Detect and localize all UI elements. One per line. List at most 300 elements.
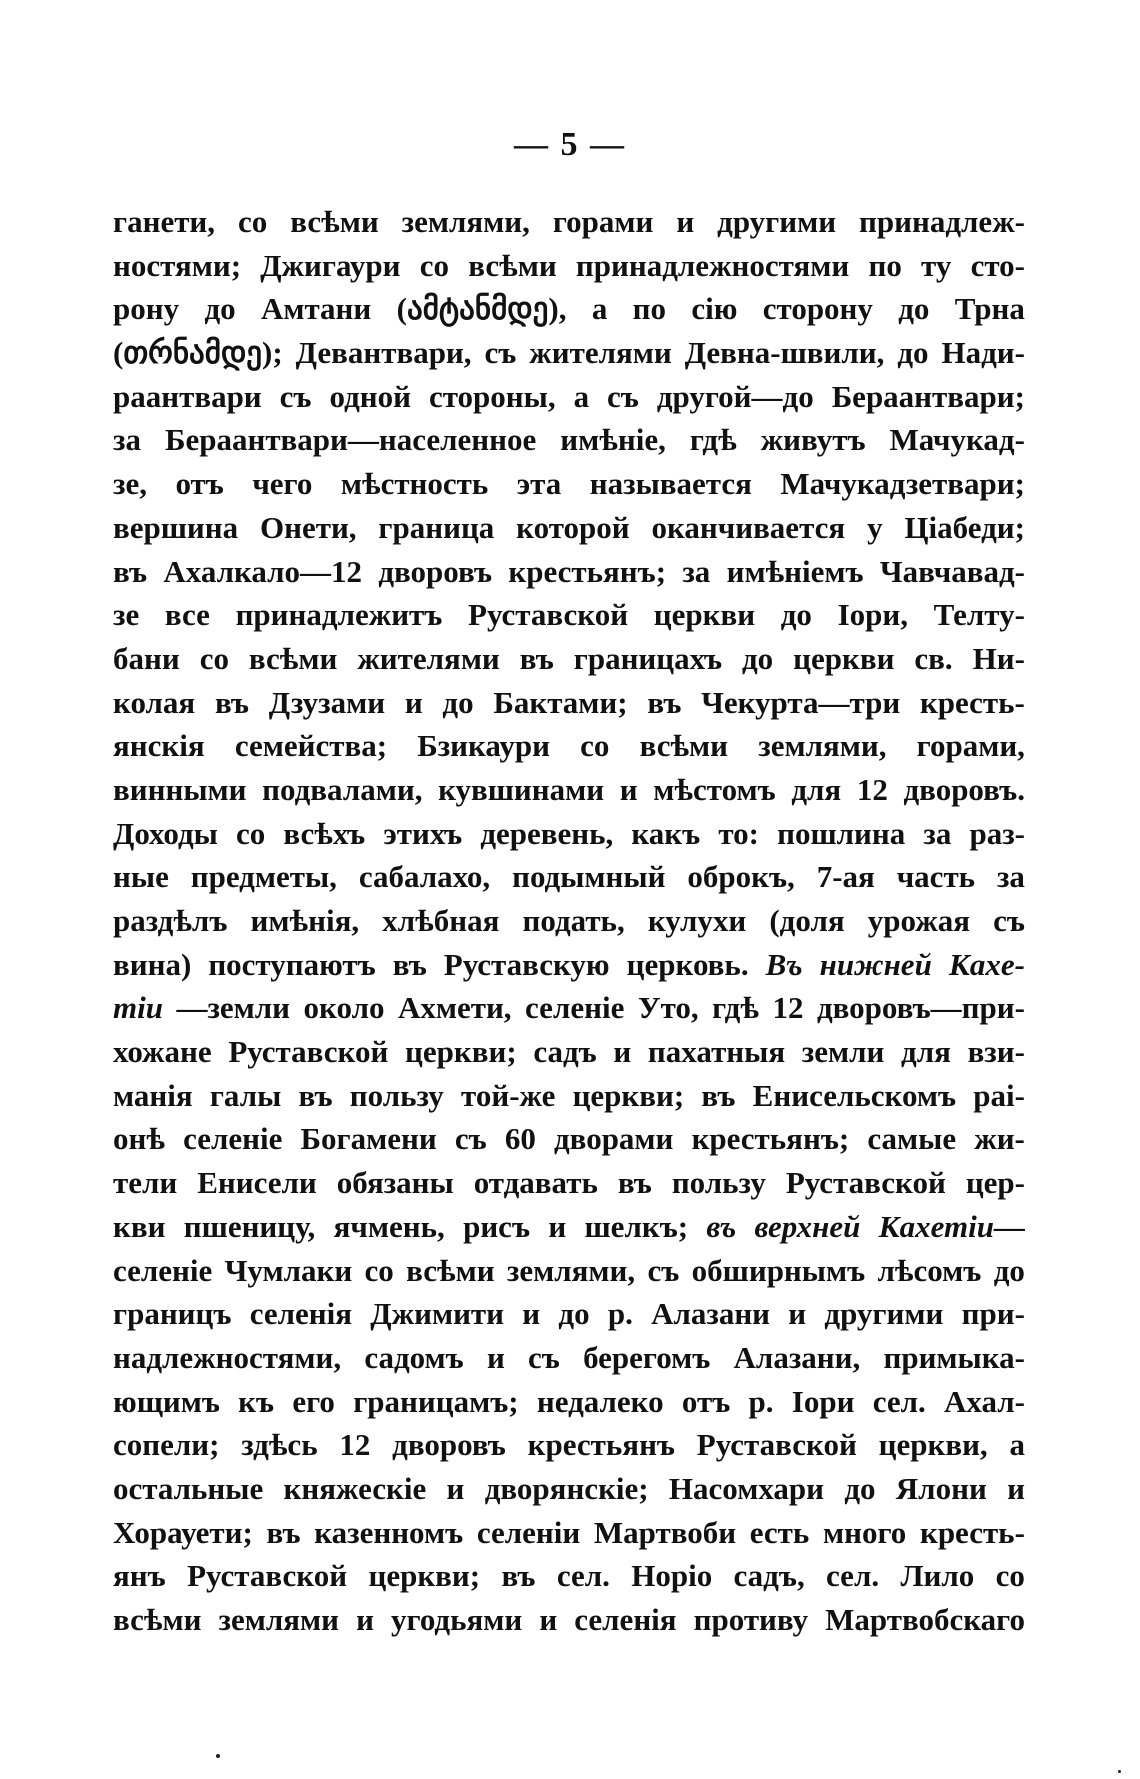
word: селеніе: [113, 1252, 213, 1288]
word: Мартвоби: [593, 1514, 737, 1550]
word: сел.: [556, 1558, 610, 1594]
word: для: [901, 1034, 951, 1070]
word: часть: [896, 859, 976, 895]
word: подвалами,: [262, 771, 423, 807]
word: дворами: [553, 1121, 674, 1157]
word: границамъ;: [353, 1383, 519, 1419]
word: и: [446, 1470, 465, 1506]
word: Девна-швили,: [684, 335, 885, 371]
word: крестьянъ: [527, 1427, 675, 1463]
text-line: [113, 1074, 1025, 1118]
word: раантвари: [113, 378, 262, 414]
word: селеніе: [183, 1121, 283, 1157]
word: и: [356, 1602, 374, 1637]
word: до: [993, 1252, 1025, 1288]
word: примыка-: [883, 1339, 1025, 1375]
word: со: [199, 640, 229, 676]
word: до: [204, 291, 236, 327]
word: земли: [801, 1034, 885, 1070]
word: одной: [329, 378, 411, 414]
text-line: [113, 287, 1025, 331]
word: а: [573, 378, 590, 414]
word: со: [580, 728, 610, 764]
word: вина): [113, 946, 192, 982]
word: Девантвари,: [295, 335, 472, 371]
word: оканчивается: [651, 509, 846, 545]
word: Дзузами: [268, 684, 386, 720]
word: селеніи: [476, 1514, 581, 1550]
word: съ: [454, 1121, 487, 1157]
word: янъ: [113, 1558, 166, 1594]
word: Джимити: [370, 1296, 505, 1332]
text-line: [113, 943, 1025, 987]
word: церкви;: [572, 1077, 685, 1113]
word: селеніе: [525, 990, 625, 1026]
word: ганети,: [113, 204, 216, 239]
word: до: [898, 291, 930, 327]
text-line: [113, 1292, 1025, 1336]
word: Доходы: [113, 815, 218, 851]
text-line: [113, 637, 1025, 681]
word: кувшинами: [438, 771, 605, 807]
word: сел.: [872, 1383, 926, 1419]
word: и: [613, 1034, 632, 1070]
word: садомъ: [364, 1339, 464, 1375]
word: до: [780, 597, 812, 633]
word: по: [632, 291, 667, 327]
word: крестьянъ;: [691, 1121, 850, 1157]
word: эта: [516, 466, 562, 502]
word: и: [788, 1296, 807, 1332]
word: горами,: [916, 728, 1025, 764]
word: Іори: [791, 1383, 855, 1419]
word: поступаютъ: [208, 946, 376, 982]
word: церкви;: [405, 1034, 517, 1070]
word: а: [1009, 1427, 1025, 1463]
word: съ: [993, 903, 1025, 938]
word: верхней: [754, 1208, 861, 1244]
word: Руставской: [228, 1034, 389, 1070]
word: Уто,: [637, 990, 699, 1026]
word: около: [303, 990, 385, 1026]
word: 60: [504, 1121, 536, 1157]
word: ячмень,: [333, 1208, 445, 1244]
word: сію: [691, 291, 738, 327]
text-line: [113, 986, 1025, 1030]
word: Мачукадзетвари;: [780, 466, 1025, 502]
word: со: [238, 204, 268, 239]
word: границахъ: [573, 640, 723, 676]
word: Кахетіи—: [878, 1208, 1025, 1244]
word: которой: [516, 509, 630, 545]
word: этихъ: [383, 815, 463, 851]
word: обширнымъ: [691, 1252, 866, 1288]
text-line: [113, 724, 1025, 768]
word: р.: [607, 1296, 633, 1332]
text-line: [113, 1117, 1025, 1161]
word: сабалахо,: [358, 859, 491, 895]
word: сторону: [762, 291, 873, 327]
word: все: [164, 597, 210, 633]
word: обязаны: [336, 1165, 454, 1201]
word: стороны,: [428, 378, 556, 414]
word: недалеко: [536, 1383, 664, 1419]
word: съ: [647, 1252, 680, 1288]
word: землями: [218, 1602, 340, 1637]
word: взи-: [967, 1034, 1025, 1070]
word: Бзикаури: [417, 728, 550, 764]
word: съ: [607, 378, 639, 414]
word: мѣстомъ: [653, 771, 776, 807]
word: много: [822, 1514, 907, 1550]
word: Амтани: [260, 291, 372, 327]
word: зе,: [113, 466, 147, 502]
word: всѣми: [468, 247, 557, 283]
word: подымный: [512, 859, 666, 895]
word: подать,: [522, 903, 625, 938]
word: для: [791, 771, 842, 807]
word: янскія: [113, 728, 205, 764]
text-line: [113, 418, 1025, 462]
word: сто-: [970, 247, 1025, 283]
word: Руставской: [696, 1427, 857, 1463]
word: предметы,: [190, 859, 337, 895]
word: Чавчавад-: [879, 553, 1025, 589]
word: той-же: [461, 1077, 556, 1113]
word: а: [591, 291, 608, 327]
text-line: [113, 1554, 1025, 1598]
word: хлѣбная: [382, 903, 500, 938]
word: крестьянъ;: [508, 553, 667, 589]
word: пошлина: [777, 815, 906, 851]
word: ные: [113, 859, 169, 895]
word: Кахе-: [948, 946, 1025, 982]
word: 12: [772, 990, 804, 1026]
word: (თრნამდე);: [113, 335, 283, 371]
word: Енисели: [197, 1165, 317, 1201]
word: вершина: [113, 509, 239, 545]
word: манія: [113, 1077, 193, 1113]
word: въ: [617, 1165, 652, 1201]
word: и: [548, 1208, 567, 1244]
word: за: [682, 553, 711, 589]
word: Алазани,: [733, 1339, 861, 1375]
word: въ: [519, 640, 554, 676]
word: Чумлаки: [224, 1252, 353, 1288]
word: въ: [501, 1558, 536, 1594]
word: всѣми: [290, 204, 379, 239]
word: Ціабеди;: [904, 509, 1025, 545]
word: церковь.: [626, 946, 749, 982]
word: здѣсь: [241, 1427, 318, 1463]
page-number: — 5 —: [514, 126, 626, 163]
word: Хорауети;: [113, 1514, 253, 1550]
word: казенномъ: [314, 1514, 464, 1550]
word: за: [996, 859, 1025, 895]
word: въ: [701, 1077, 736, 1113]
text-line: [113, 1249, 1025, 1293]
word: Руставской: [187, 1558, 348, 1594]
word: имѣніемъ: [726, 553, 864, 589]
word: рисъ: [463, 1208, 531, 1244]
word: и: [486, 1339, 505, 1375]
text-line: [113, 1423, 1025, 1467]
word: до: [558, 1296, 590, 1332]
word: ностями;: [113, 247, 242, 283]
word: оброкъ,: [687, 859, 795, 895]
word: кресть-: [919, 684, 1025, 720]
word: пользу: [671, 1165, 766, 1201]
word: границъ: [113, 1296, 232, 1332]
word: Бераантвари;: [831, 378, 1025, 414]
text-line: [113, 1380, 1025, 1424]
word: княжескіе: [283, 1470, 427, 1506]
word: до: [742, 640, 774, 676]
word: раз-: [969, 815, 1025, 851]
word: жителями: [529, 335, 672, 371]
word: церкви: [793, 640, 895, 676]
word: церкви;: [368, 1558, 481, 1594]
text-line: [113, 506, 1025, 550]
word: другими: [717, 204, 837, 239]
text-line: [113, 899, 1025, 943]
word: отдавать: [473, 1165, 598, 1201]
word: гдѣ: [712, 990, 759, 1026]
word: другими: [824, 1296, 944, 1332]
word: Мачукад-: [889, 422, 1025, 458]
word: всѣхъ: [283, 815, 366, 851]
word: со: [364, 1252, 394, 1288]
word: кресть-: [919, 1514, 1025, 1550]
word: Насомхари: [668, 1470, 825, 1506]
word: тіи: [113, 990, 163, 1026]
word: Ялони: [895, 1470, 987, 1506]
word: называется: [589, 466, 752, 502]
word: Въ: [765, 946, 803, 982]
text-line: [113, 200, 1025, 244]
text-line: [113, 593, 1025, 637]
word: всѣми: [113, 1602, 202, 1637]
word: кви: [113, 1208, 166, 1244]
word: рону: [113, 291, 180, 327]
word: надлежностями,: [113, 1339, 342, 1375]
word: съ: [484, 335, 517, 371]
word: землями,: [401, 204, 530, 239]
text-line: [113, 331, 1025, 375]
word: раі-: [973, 1077, 1025, 1113]
word: у: [867, 509, 883, 545]
word: Руставской: [468, 597, 629, 633]
word: граница: [378, 509, 495, 545]
word: ющимъ: [113, 1383, 220, 1419]
word: хожане: [113, 1034, 212, 1070]
text-line: [113, 1467, 1025, 1511]
text-line: [113, 1336, 1025, 1380]
word: принадлежностями: [575, 247, 850, 283]
word: семейства;: [234, 728, 388, 764]
word: другой—до: [656, 378, 814, 414]
word: нижней: [819, 946, 932, 982]
word: кулухи: [647, 903, 747, 938]
word: Богамени: [300, 1121, 437, 1157]
word: гдѣ: [689, 422, 737, 458]
word: за: [923, 815, 952, 851]
word: Джигаури: [260, 247, 401, 283]
text-line: [113, 812, 1025, 856]
word: отъ: [175, 466, 224, 502]
word: Лило: [900, 1558, 975, 1594]
word: при-: [961, 1296, 1025, 1332]
text-line: [113, 375, 1025, 419]
text-line: [113, 1030, 1025, 1074]
word: Чекурта—три: [701, 684, 901, 720]
word: чего: [252, 466, 313, 502]
word: сел.: [826, 1558, 880, 1594]
word: мѣстность: [340, 466, 489, 502]
word: Ахалкало—12: [163, 553, 363, 589]
word: пшеницу,: [183, 1208, 316, 1244]
word: сопели;: [113, 1427, 220, 1463]
word: церкви,: [878, 1427, 988, 1463]
text-line: [113, 855, 1025, 899]
text-line: [113, 1161, 1025, 1205]
word: р.: [748, 1383, 774, 1419]
word: селенія: [574, 1602, 677, 1637]
word: садъ: [533, 1034, 597, 1070]
word: до: [897, 335, 929, 371]
word: садъ,: [733, 1558, 805, 1594]
word: пахатныя: [647, 1034, 786, 1070]
word: Трна: [954, 291, 1025, 327]
word: землями,: [506, 1252, 636, 1288]
word: въ: [214, 684, 249, 720]
word: за: [113, 422, 141, 458]
text-line: [113, 1205, 1025, 1249]
text-line: [113, 1598, 1025, 1642]
word: селенія: [249, 1296, 353, 1332]
word: съ: [528, 1339, 560, 1375]
word: Руставской: [785, 1165, 946, 1201]
word: дворовъ—при-: [816, 990, 1025, 1026]
word: и: [1007, 1470, 1025, 1506]
word: имѣнія,: [250, 903, 360, 938]
word: Енисельскомъ: [752, 1077, 957, 1113]
word: Телту-: [933, 597, 1025, 633]
word: онѣ: [113, 1121, 165, 1157]
word: горами: [552, 204, 654, 239]
word: Бактами;: [493, 684, 628, 720]
word: и: [619, 771, 638, 807]
word: и: [676, 204, 695, 239]
word: (доля: [769, 903, 845, 938]
word: остальные: [113, 1470, 264, 1506]
word: ту: [921, 247, 952, 283]
word: —земли: [176, 990, 291, 1026]
word: св.: [914, 640, 953, 676]
word: винными: [113, 771, 247, 807]
word: 12: [339, 1427, 371, 1463]
word: Ни-: [972, 640, 1025, 676]
word: самые: [867, 1121, 957, 1157]
word: въ: [113, 553, 148, 589]
word: къ: [238, 1383, 275, 1419]
word: въ: [392, 946, 427, 982]
word: жителями: [357, 640, 500, 676]
word: какъ: [631, 815, 701, 851]
word: Іори,: [837, 597, 908, 633]
text-line: [113, 550, 1025, 594]
word: въ: [266, 1514, 301, 1550]
page-text: [113, 200, 1025, 1642]
text-line: [113, 244, 1025, 288]
word: раздѣлъ: [113, 903, 228, 938]
word: его: [292, 1383, 335, 1419]
word: противу: [693, 1602, 809, 1637]
word: въ: [647, 684, 682, 720]
word: и: [539, 1602, 558, 1637]
word: всѣми: [639, 728, 729, 764]
word: тели: [113, 1165, 178, 1201]
word: въ: [298, 1077, 333, 1113]
word: шелкъ;: [584, 1208, 689, 1244]
word: отъ: [681, 1383, 731, 1419]
word: принадлежитъ: [235, 597, 443, 633]
word: жи-: [974, 1121, 1025, 1157]
word: Ахал-: [944, 1383, 1025, 1419]
word: 7-ая: [816, 859, 875, 895]
word: церкви: [653, 597, 756, 633]
word: дворовъ.: [903, 771, 1025, 807]
text-line: [113, 1511, 1025, 1555]
word: угодьями: [391, 1602, 523, 1637]
word: въ: [706, 1208, 737, 1244]
word: зе: [113, 597, 140, 633]
text-line: [113, 768, 1025, 812]
text-line: [113, 462, 1025, 506]
word: Норіо: [631, 1558, 713, 1594]
word: до: [442, 684, 474, 720]
word: дворовъ: [378, 553, 493, 589]
word: Ахмети,: [397, 990, 512, 1026]
word: Руставскую: [443, 946, 610, 982]
text-line: [113, 681, 1025, 725]
word: Онети,: [259, 509, 357, 545]
word: живутъ: [760, 422, 866, 458]
word: 12: [856, 771, 888, 807]
word: Мартвобскаго: [825, 1602, 1025, 1637]
word: всѣми: [406, 1252, 495, 1288]
word: Бераантвари—населенное: [164, 422, 537, 458]
word: всѣми: [248, 640, 338, 676]
word: деревень,: [480, 815, 614, 851]
word: пользу: [349, 1077, 444, 1113]
word: со: [235, 815, 266, 851]
word: (ამტანმდე),: [396, 291, 567, 327]
word: съ: [279, 378, 312, 414]
word: цер-: [965, 1165, 1025, 1201]
word: имѣніе,: [560, 422, 666, 458]
word: со: [995, 1558, 1025, 1594]
word: до: [844, 1470, 876, 1506]
word: то:: [718, 815, 759, 851]
word: и: [522, 1296, 541, 1332]
word: урожая: [867, 903, 970, 938]
word: Алазани: [651, 1296, 771, 1332]
word: галы: [209, 1077, 282, 1113]
word: колая: [113, 684, 196, 720]
word: и: [404, 684, 423, 720]
word: принадлеж-: [859, 204, 1025, 239]
